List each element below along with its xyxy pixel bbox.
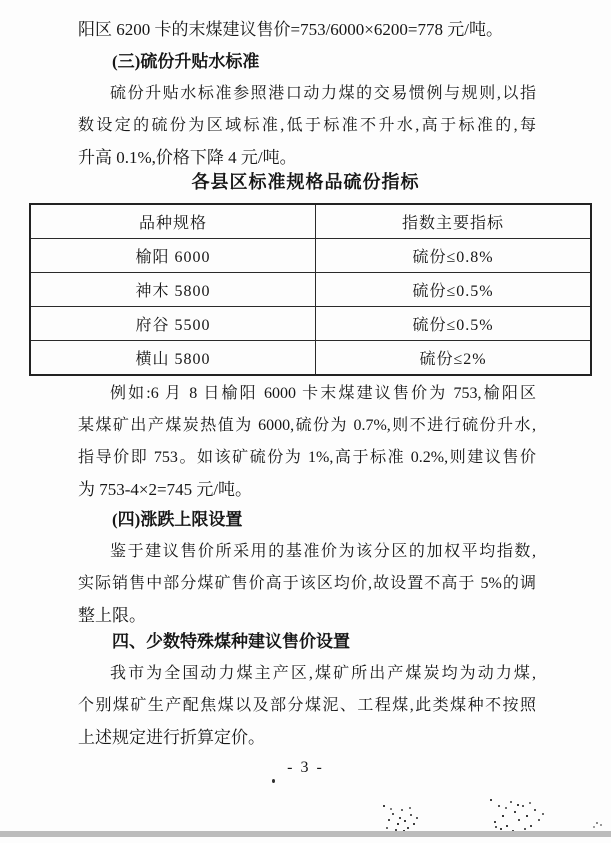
paragraph-line: 为 753-4×2=745 元/吨。	[78, 480, 253, 499]
paragraph-line: 升高 0.1%,价格下降 4 元/吨。	[78, 148, 297, 167]
paragraph-line: 硫份升贴水标准参照港口动力煤的交易惯例与规则,以指	[110, 85, 536, 102]
scan-artifact-speckle	[596, 822, 598, 824]
table-row	[30, 239, 591, 273]
paragraph-line: 数设定的硫份为区域标准,低于标准不升水,高于标准的,每	[78, 117, 536, 134]
scan-artifact-speckle	[490, 799, 492, 801]
paragraph-line: 我市为全国动力煤主产区,煤矿所出产煤炭均为动力煤,	[110, 665, 536, 682]
paragraph-line: 阳区 6200 卡的末煤建议售价=753/6000×6200=778 元/吨。	[78, 20, 503, 39]
section-4-heading: (四)涨跌上限设置	[112, 510, 243, 529]
paragraph-line: 鉴于建议售价所采用的基准价为该分区的加权平均指数,	[110, 543, 536, 560]
sulfur-standard-table	[29, 203, 592, 376]
paragraph-line: 某煤矿出产煤炭热值为 6000,硫份为 0.7%,则不进行硫份升水,	[78, 417, 536, 434]
example-paragraph	[78, 378, 536, 506]
table-header-row	[30, 204, 591, 239]
table-cell: 榆阳 6000	[30, 239, 316, 273]
section-3-heading: (三)硫份升贴水标准	[112, 52, 260, 71]
table-cell: 硫份≤0.8%	[316, 239, 592, 273]
table-cell: 神木 5800	[30, 273, 316, 307]
table-cell: 硫份≤0.5%	[316, 307, 592, 341]
table-cell: 府谷 5500	[30, 307, 316, 341]
section-4-block	[78, 504, 536, 632]
scan-artifact-speckle	[383, 805, 385, 807]
major-section-4-heading: 四、少数特殊煤种建议售价设置	[112, 632, 350, 651]
paragraph-line: 整上限。	[78, 606, 146, 625]
scan-artifact-dot	[272, 779, 275, 783]
table-row	[30, 273, 591, 307]
paragraph-line: 个别煤矿生产配焦煤以及部分煤泥、工程煤,此类煤种不按照	[78, 697, 536, 714]
top-text-block	[78, 14, 536, 174]
page-number: - 3 -	[287, 759, 324, 776]
table-cell: 硫份≤2%	[316, 341, 592, 376]
scan-edge-bar	[0, 831, 611, 837]
table-cell: 横山 5800	[30, 341, 316, 376]
table-cell: 硫份≤0.5%	[316, 273, 592, 307]
paragraph-line: 指导价即 753。如该矿硫份为 1%,高于标准 0.2%,则建议售价	[78, 449, 536, 466]
major-section-4-block	[78, 626, 536, 754]
table-row	[30, 307, 591, 341]
table-row	[30, 341, 591, 376]
table-header-cell: 品种规格	[30, 204, 316, 239]
paragraph-line: 例如:6 月 8 日榆阳 6000 卡末煤建议售价为 753,榆阳区	[110, 385, 536, 402]
paragraph-line: 上述规定进行折算定价。	[78, 728, 265, 747]
paragraph-line: 实际销售中部分煤矿售价高于该区均价,故设置不高于 5%的调	[78, 575, 536, 592]
table-title: 各县区标准规格品硫份指标	[191, 172, 420, 192]
table-header-cell: 指数主要指标	[316, 204, 592, 239]
